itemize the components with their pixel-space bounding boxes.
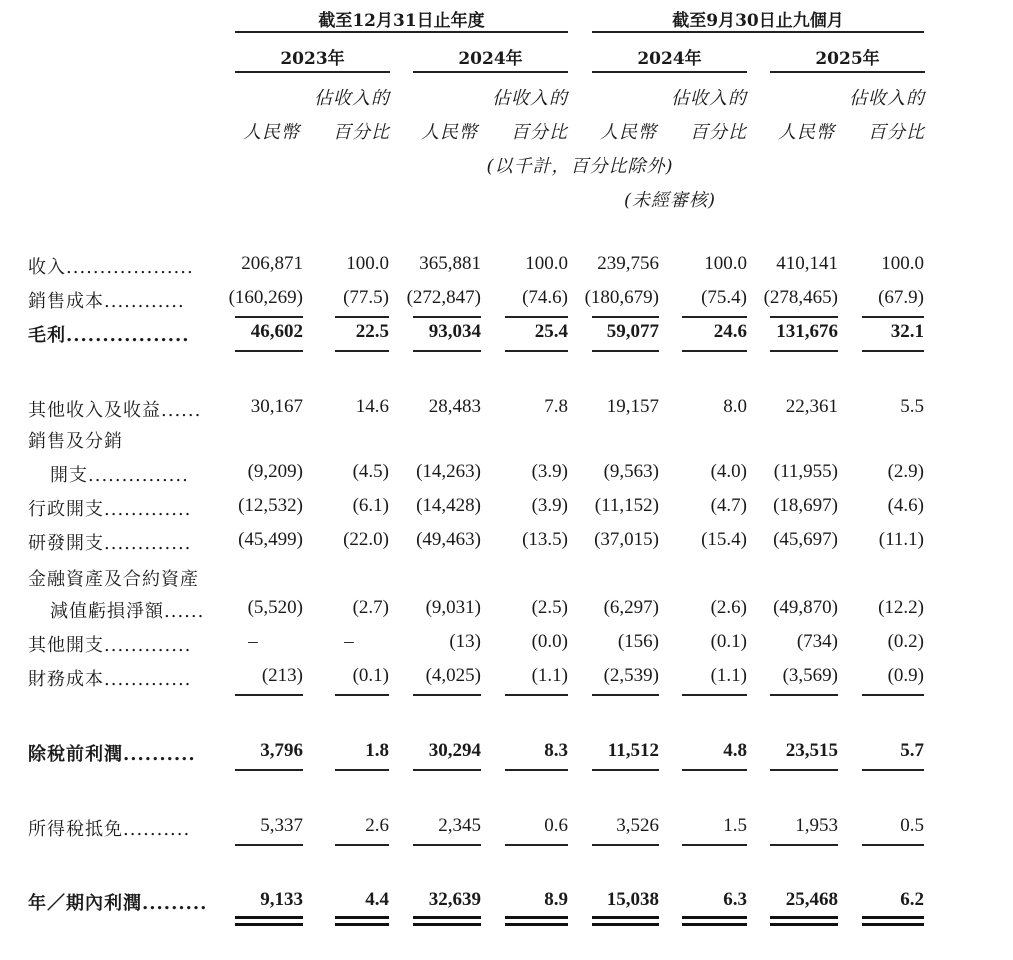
cell-percentage: (4.7) — [710, 495, 747, 516]
row-label — [28, 321, 190, 347]
cell-amount: 131,676 — [776, 321, 838, 342]
cell-amount: 22,361 — [785, 396, 838, 417]
cell-percentage: 0.5 — [900, 815, 924, 836]
cell-amount: 239,756 — [597, 253, 659, 274]
subtotal-rule — [505, 844, 568, 846]
cell-percentage: (75.4) — [701, 287, 747, 308]
cell-percentage: (0.9) — [887, 665, 924, 686]
subtotal-rule — [862, 769, 924, 771]
cell-percentage: (12.2) — [878, 597, 924, 618]
total-double-rule — [505, 916, 568, 926]
cell-amount: (45,697) — [773, 529, 838, 550]
row-label-text: 金融資產及合約資產 — [28, 569, 199, 590]
cell-percentage: (0.0) — [531, 631, 568, 652]
subtotal-rule — [682, 694, 747, 696]
subtotal-rule — [592, 844, 659, 846]
cell-amount: (49,870) — [773, 597, 838, 618]
subtotal-rule — [505, 769, 568, 771]
row-label — [28, 287, 185, 313]
cell-amount: 23,515 — [785, 740, 838, 761]
cell-percentage: 0.6 — [544, 815, 568, 836]
row-label — [50, 597, 204, 623]
cell-amount: – — [248, 631, 258, 652]
cell-percentage: (0.2) — [887, 631, 924, 652]
subtotal-rule — [335, 694, 389, 696]
row-label-text: 所得稅抵免 — [28, 819, 123, 840]
cell-percentage: 100.0 — [881, 253, 924, 274]
subtotal-rule — [413, 694, 481, 696]
cell-amount: 11,512 — [607, 740, 659, 761]
cell-amount: 3,526 — [616, 815, 659, 836]
row-label — [28, 565, 199, 591]
cell-percentage: (3.9) — [531, 461, 568, 482]
cell-percentage: 1.8 — [365, 740, 389, 761]
leader-dots: ................... — [66, 257, 194, 278]
cell-amount: 32,639 — [428, 889, 481, 910]
pct-header-line2: 百分比 — [333, 122, 390, 143]
cell-percentage: 8.9 — [544, 889, 568, 910]
row-label — [28, 665, 191, 691]
row-label-text: 銷售及分銷 — [28, 431, 123, 452]
row-label-text: 年／期內利潤 — [28, 893, 142, 914]
pct-header-line1: 佔收入的 — [314, 88, 390, 109]
group-rule-2 — [592, 31, 924, 33]
cell-percentage: 32.1 — [890, 321, 924, 342]
row-label-text: 研發開支 — [28, 533, 104, 554]
leader-dots: ................. — [66, 325, 190, 346]
cell-amount: (3,569) — [782, 665, 838, 686]
cell-percentage: (3.9) — [531, 495, 568, 516]
cell-amount: (9,209) — [247, 461, 303, 482]
subtotal-rule — [505, 350, 568, 352]
cell-amount: (4,025) — [425, 665, 481, 686]
subtotal-rule — [505, 316, 568, 318]
total-double-rule — [335, 916, 389, 926]
cell-percentage: (2.5) — [531, 597, 568, 618]
cell-percentage: (13.5) — [522, 529, 568, 550]
cell-percentage: (2.9) — [887, 461, 924, 482]
cell-percentage: (0.1) — [352, 665, 389, 686]
cell-percentage: 8.0 — [723, 396, 747, 417]
cell-percentage: 1.5 — [723, 815, 747, 836]
row-label — [28, 740, 196, 766]
leader-dots: ...... — [161, 400, 202, 421]
subtotal-rule — [335, 844, 389, 846]
total-double-rule — [592, 916, 659, 926]
year-2024-fy: 2024年 — [458, 49, 523, 69]
total-double-rule — [770, 916, 838, 926]
row-label — [28, 815, 190, 841]
leader-dots: .......... — [123, 819, 191, 840]
cell-percentage: 8.3 — [544, 740, 568, 761]
unaudited-note: (未經審核) — [623, 190, 717, 211]
cell-percentage: (0.1) — [710, 631, 747, 652]
cell-amount: 46,602 — [250, 321, 303, 342]
cell-amount: 9,133 — [260, 889, 303, 910]
row-label-text: 毛利 — [28, 325, 66, 346]
cell-amount: 25,468 — [785, 889, 838, 910]
rmb-header: 人民幣 — [778, 122, 835, 143]
subtotal-rule — [682, 844, 747, 846]
cell-percentage: (22.0) — [343, 529, 389, 550]
rmb-header: 人民幣 — [243, 122, 300, 143]
cell-amount: (6,297) — [603, 597, 659, 618]
cell-amount: (9,031) — [425, 597, 481, 618]
row-label-text: 收入 — [28, 257, 66, 278]
subtotal-rule — [862, 694, 924, 696]
year-rule-2023 — [235, 71, 390, 73]
cell-amount: (213) — [261, 665, 303, 686]
group-title-nine-months: 截至9月30日止九個月 — [672, 11, 844, 31]
cell-amount: (13) — [449, 631, 481, 652]
subtotal-rule — [682, 316, 747, 318]
cell-percentage: 100.0 — [346, 253, 389, 274]
cell-amount: (18,697) — [773, 495, 838, 516]
subtotal-rule — [413, 769, 481, 771]
cell-percentage: (77.5) — [343, 287, 389, 308]
cell-amount: (5,520) — [247, 597, 303, 618]
cell-amount: (11,955) — [773, 461, 838, 482]
cell-percentage: 6.2 — [900, 889, 924, 910]
subtotal-rule — [235, 844, 303, 846]
cell-percentage: 2.6 — [365, 815, 389, 836]
subtotal-rule — [235, 694, 303, 696]
leader-dots: ...... — [164, 601, 205, 622]
cell-percentage: 5.5 — [900, 396, 924, 417]
cell-amount: (11,152) — [594, 495, 659, 516]
cell-amount: (734) — [796, 631, 838, 652]
cell-amount: (45,499) — [238, 529, 303, 550]
row-label — [28, 529, 191, 555]
cell-percentage: (6.1) — [352, 495, 389, 516]
cell-percentage: 7.8 — [544, 396, 568, 417]
leader-dots: ............... — [88, 465, 189, 486]
subtotal-rule — [592, 694, 659, 696]
cell-percentage: (11.1) — [878, 529, 924, 550]
leader-dots: ............. — [104, 635, 192, 656]
cell-amount: 30,167 — [250, 396, 303, 417]
cell-amount: 365,881 — [419, 253, 481, 274]
cell-percentage: – — [344, 631, 354, 652]
subtotal-rule — [505, 694, 568, 696]
pct-header-line1: 佔收入的 — [492, 88, 568, 109]
group-rule-1 — [235, 31, 568, 33]
subtotal-rule — [862, 844, 924, 846]
subtotal-rule — [682, 350, 747, 352]
subtotal-rule — [235, 316, 303, 318]
cell-amount: 59,077 — [606, 321, 659, 342]
year-rule-2025-9m — [770, 71, 925, 73]
cell-amount: (14,263) — [416, 461, 481, 482]
subtotal-rule — [770, 350, 838, 352]
cell-percentage: (15.4) — [701, 529, 747, 550]
year-rule-2024-9m — [592, 71, 747, 73]
pct-header-line2: 百分比 — [511, 122, 568, 143]
row-label — [28, 889, 207, 915]
row-label — [28, 495, 191, 521]
cell-amount: 206,871 — [241, 253, 303, 274]
cell-percentage: (4.6) — [887, 495, 924, 516]
row-label-text: 其他收入及收益 — [28, 400, 161, 421]
cell-amount: (2,539) — [603, 665, 659, 686]
total-double-rule — [862, 916, 924, 926]
subtotal-rule — [862, 316, 924, 318]
cell-percentage: 5.7 — [900, 740, 924, 761]
leader-dots: ............ — [104, 291, 185, 312]
row-label — [50, 461, 189, 487]
cell-percentage: (1.1) — [531, 665, 568, 686]
cell-percentage: 22.5 — [355, 321, 389, 342]
leader-dots: .......... — [123, 744, 196, 765]
rmb-header: 人民幣 — [600, 122, 657, 143]
row-label-text: 除稅前利潤 — [28, 744, 123, 765]
pct-header-line1: 佔收入的 — [671, 88, 747, 109]
cell-amount: 15,038 — [606, 889, 659, 910]
cell-percentage: (1.1) — [710, 665, 747, 686]
cell-amount: (49,463) — [416, 529, 481, 550]
row-label — [28, 396, 201, 422]
leader-dots: ............. — [104, 669, 192, 690]
subtotal-rule — [592, 350, 659, 352]
subtotal-rule — [413, 350, 481, 352]
row-label-text: 銷售成本 — [28, 291, 104, 312]
row-label-text: 其他開支 — [28, 635, 104, 656]
subtotal-rule — [592, 769, 659, 771]
pct-header-line2: 百分比 — [868, 122, 925, 143]
subtotal-rule — [413, 844, 481, 846]
cell-amount: 19,157 — [606, 396, 659, 417]
cell-percentage: 14.6 — [355, 396, 389, 417]
row-label-text: 財務成本 — [28, 669, 104, 690]
year-2023: 2023年 — [280, 49, 345, 69]
cell-amount: (9,563) — [603, 461, 659, 482]
cell-percentage: (2.7) — [352, 597, 389, 618]
cell-percentage: 100.0 — [704, 253, 747, 274]
cell-amount: (156) — [617, 631, 659, 652]
cell-percentage: (67.9) — [878, 287, 924, 308]
row-label-text: 減值虧損淨額 — [50, 601, 164, 622]
cell-percentage: 4.8 — [723, 740, 747, 761]
cell-percentage: (4.5) — [352, 461, 389, 482]
group-title-year-ended: 截至12月31日止年度 — [318, 11, 485, 31]
year-2024-9m: 2024年 — [637, 49, 702, 69]
subtotal-rule — [770, 316, 838, 318]
subtotal-rule — [235, 769, 303, 771]
subtotal-rule — [770, 769, 838, 771]
row-label — [28, 253, 194, 279]
total-double-rule — [235, 916, 303, 926]
year-rule-2024-fy — [413, 71, 568, 73]
cell-amount: 5,337 — [260, 815, 303, 836]
row-label-text: 行政開支 — [28, 499, 104, 520]
subtotal-rule — [413, 316, 481, 318]
cell-percentage: (2.6) — [710, 597, 747, 618]
subtotal-rule — [770, 844, 838, 846]
cell-percentage: (4.0) — [710, 461, 747, 482]
leader-dots: ............. — [104, 499, 192, 520]
cell-percentage: 25.4 — [534, 321, 568, 342]
subtotal-rule — [335, 316, 389, 318]
subtotal-rule — [335, 769, 389, 771]
row-label — [28, 427, 123, 453]
cell-amount: 30,294 — [428, 740, 481, 761]
cell-amount: (160,269) — [228, 287, 303, 308]
unit-note: (以千計，百分比除外) — [486, 156, 674, 177]
cell-amount: (37,015) — [594, 529, 659, 550]
cell-amount: (12,532) — [238, 495, 303, 516]
total-double-rule — [682, 916, 747, 926]
cell-amount: 2,345 — [438, 815, 481, 836]
cell-amount: (278,465) — [763, 287, 838, 308]
cell-amount: (180,679) — [584, 287, 659, 308]
rmb-header: 人民幣 — [421, 122, 478, 143]
cell-percentage: 4.4 — [365, 889, 389, 910]
pct-header-line1: 佔收入的 — [849, 88, 925, 109]
subtotal-rule — [770, 694, 838, 696]
cell-amount: 28,483 — [428, 396, 481, 417]
cell-amount: (272,847) — [406, 287, 481, 308]
subtotal-rule — [592, 316, 659, 318]
cell-amount: 1,953 — [795, 815, 838, 836]
subtotal-rule — [335, 350, 389, 352]
subtotal-rule — [682, 769, 747, 771]
subtotal-rule — [862, 350, 924, 352]
leader-dots: ............. — [104, 533, 192, 554]
cell-amount: 410,141 — [776, 253, 838, 274]
row-label — [28, 631, 191, 657]
pct-header-line2: 百分比 — [690, 122, 747, 143]
cell-percentage: 24.6 — [713, 321, 747, 342]
cell-amount: 93,034 — [428, 321, 481, 342]
cell-amount: 3,796 — [260, 740, 303, 761]
leader-dots: ......... — [142, 893, 208, 914]
year-2025-9m: 2025年 — [815, 49, 880, 69]
cell-percentage: 100.0 — [525, 253, 568, 274]
row-label-text: 開支 — [50, 465, 88, 486]
cell-percentage: (74.6) — [522, 287, 568, 308]
total-double-rule — [413, 916, 481, 926]
subtotal-rule — [235, 350, 303, 352]
cell-amount: (14,428) — [416, 495, 481, 516]
cell-percentage: 6.3 — [723, 889, 747, 910]
